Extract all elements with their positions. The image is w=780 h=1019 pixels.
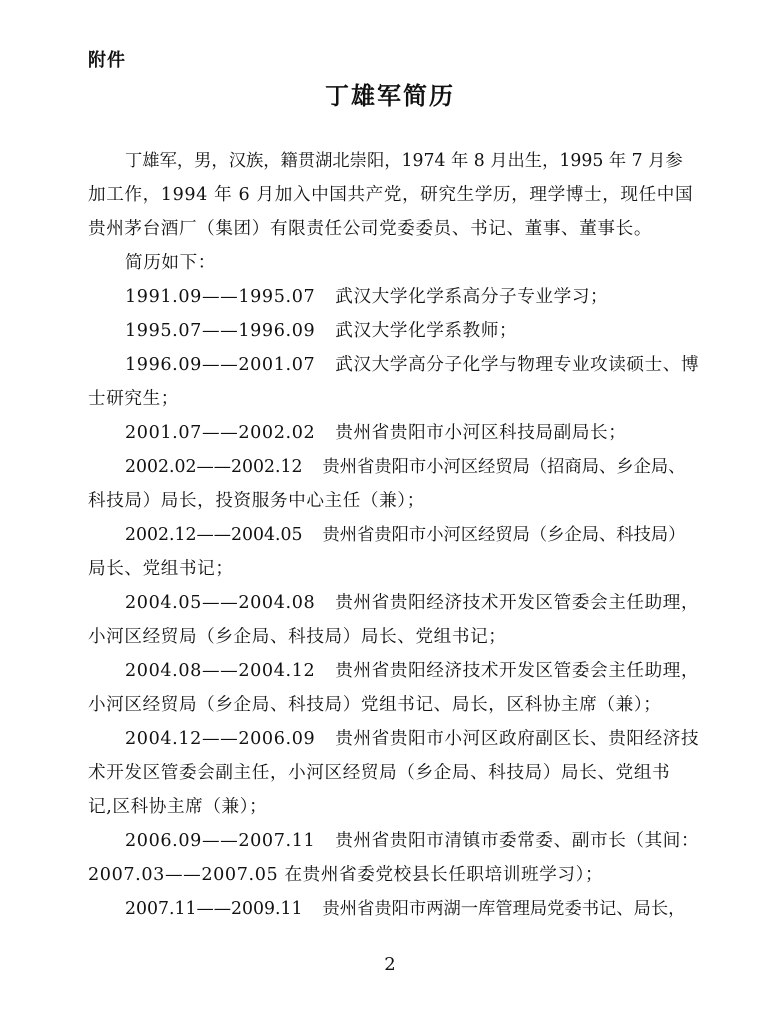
entry-continuation: 小河区经贸局（乡企局、科技局）党组书记、局长，区科协主席（兼）； bbox=[88, 695, 662, 715]
resume-entry bbox=[88, 654, 700, 688]
document-body bbox=[88, 144, 700, 926]
resume-entry bbox=[88, 450, 700, 484]
resume-entry bbox=[88, 280, 700, 314]
attachment-label: 附件 bbox=[88, 50, 126, 71]
entry-continuation: 记,区科协主席（兼）； bbox=[88, 797, 268, 817]
entry-text: 贵州省贵阳市两湖一库管理局党委书记、局长， bbox=[322, 899, 686, 919]
entry-text: 武汉大学高分子化学与物理专业攻读硕士、博 bbox=[335, 355, 700, 375]
entry-text: 贵州省贵阳市小河区政府副区长、贵阳经济技 bbox=[335, 729, 700, 749]
entry-text: 武汉大学化学系教师； bbox=[335, 321, 518, 341]
entry-date: 2002.12——2004.05 bbox=[125, 525, 303, 545]
entry-continuation: 士研究生； bbox=[88, 389, 179, 409]
entry-date: 2004.05——2004.08 bbox=[125, 593, 316, 613]
page-title: 丁雄军简历 bbox=[325, 82, 455, 110]
resume-entry bbox=[88, 314, 700, 348]
entry-continuation: 2007.03——2007.05 在贵州省委党校县长任职培训班学习）； bbox=[88, 865, 604, 885]
entry-date: 2006.09——2007.11 bbox=[125, 831, 316, 851]
resume-entry bbox=[88, 892, 700, 926]
entry-date: 2004.08——2004.12 bbox=[125, 661, 316, 681]
resume-entry bbox=[88, 586, 700, 620]
intro-line: 加工作，1994 年 6 月加入中国共产党，研究生学历，理学博士，现任中国 bbox=[88, 185, 694, 205]
entry-continuation: 小河区经贸局（乡企局、科技局）局长、党组书记； bbox=[88, 627, 507, 647]
resume-entry bbox=[88, 722, 700, 756]
page-number: 2 bbox=[384, 954, 396, 975]
entry-text: 贵州省贵阳市小河区经贸局（乡企局、科技局） bbox=[322, 525, 686, 545]
resume-entry bbox=[88, 518, 700, 552]
entry-text: 贵州省贵阳经济技术开发区管委会主任助理， bbox=[335, 593, 700, 613]
entry-continuation: 术开发区管委会副主任，小河区经贸局（乡企局、科技局）局长、党组书 bbox=[88, 763, 671, 783]
resume-entry bbox=[88, 416, 700, 450]
entry-continuation: 科技局）局长，投资服务中心主任（兼）； bbox=[88, 491, 425, 511]
entry-date: 2002.02——2002.12 bbox=[125, 457, 303, 477]
entry-date: 1991.09——1995.07 bbox=[125, 287, 316, 307]
entry-date: 2001.07——2002.02 bbox=[125, 423, 316, 443]
entry-date: 1996.09——2001.07 bbox=[125, 355, 316, 375]
resume-entry bbox=[88, 824, 700, 858]
entry-text: 贵州省贵阳市小河区科技局副局长； bbox=[335, 423, 627, 443]
intro-line: 贵州茅台酒厂（集团）有限责任公司党委委员、书记、董事、董事长。 bbox=[88, 219, 653, 239]
entry-text: 贵州省贵阳市清镇市委常委、副市长（其间： bbox=[335, 831, 700, 851]
intro-line: 丁雄军，男，汉族，籍贯湖北崇阳，1974 年 8 月出生，1995 年 7 月参 bbox=[125, 151, 683, 171]
entry-text: 贵州省贵阳市小河区经贸局（招商局、乡企局、 bbox=[322, 457, 686, 477]
entry-continuation: 局长、党组书记； bbox=[88, 559, 234, 579]
resume-label: 简历如下： bbox=[125, 253, 216, 273]
resume-entry bbox=[88, 348, 700, 382]
entry-date: 2004.12——2006.09 bbox=[125, 729, 316, 749]
entry-text: 武汉大学化学系高分子专业学习； bbox=[335, 287, 609, 307]
resume-entries bbox=[88, 280, 700, 926]
entry-date: 2007.11——2009.11 bbox=[125, 899, 303, 919]
entry-date: 1995.07——1996.09 bbox=[125, 321, 316, 341]
entry-text: 贵州省贵阳经济技术开发区管委会主任助理， bbox=[335, 661, 700, 681]
